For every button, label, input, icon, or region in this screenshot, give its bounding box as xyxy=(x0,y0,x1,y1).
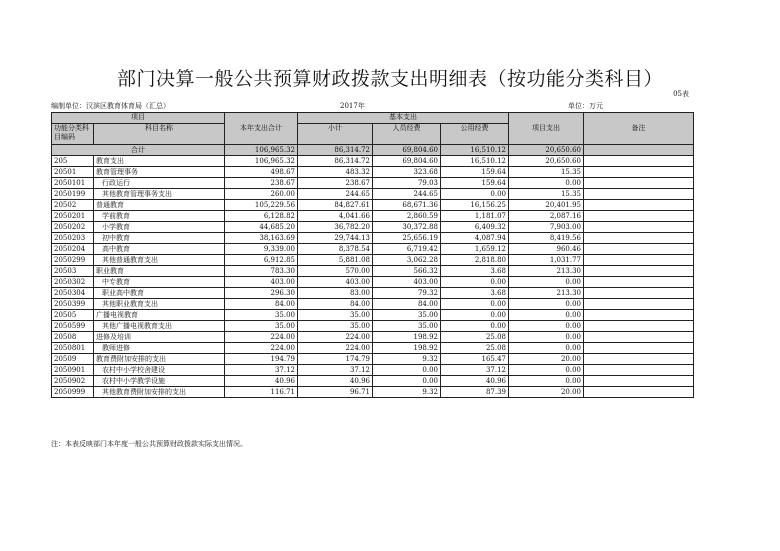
header-basic: 基本支出 xyxy=(298,113,509,124)
total-cell: 40.96 xyxy=(225,376,298,387)
project-cell: 0.00 xyxy=(509,321,584,332)
total-cell: 224.00 xyxy=(225,343,298,354)
remark-cell xyxy=(584,321,694,332)
public-cell: 2,818.80 xyxy=(441,255,509,266)
total-cell: 6,128.82 xyxy=(225,211,298,222)
public-cell: 16,510.12 xyxy=(441,156,509,167)
project-cell: 0.00 xyxy=(509,365,584,376)
code-cell: 20505 xyxy=(52,310,94,321)
table-row xyxy=(52,332,694,343)
total-cell: 238.67 xyxy=(225,178,298,189)
code-cell: 2050999 xyxy=(52,387,94,398)
header-func-code: 功能分类科目编码 xyxy=(52,124,94,145)
personnel-cell: 0.00 xyxy=(373,365,441,376)
total-cell: 44,685.20 xyxy=(225,222,298,233)
subtotal-cell: 35.00 xyxy=(298,310,373,321)
name-cell: 普通教育 xyxy=(94,200,225,211)
total-cell: 35.00 xyxy=(225,310,298,321)
table-row xyxy=(52,189,694,200)
compiling-unit: 编制单位：汉滨区教育体育局（汇总） xyxy=(51,102,170,110)
project-cell: 0.00 xyxy=(509,332,584,343)
subtotal-cell: 35.00 xyxy=(298,321,373,332)
header-personnel: 人员经费 xyxy=(373,124,441,145)
remark-cell xyxy=(584,277,694,288)
public-cell: 4,087.94 xyxy=(441,233,509,244)
public-cell: 0.00 xyxy=(441,299,509,310)
subtotal-cell: 403.00 xyxy=(298,277,373,288)
personnel-cell: 0.00 xyxy=(373,376,441,387)
personnel-cell: 79.03 xyxy=(373,178,441,189)
header-item: 项目 xyxy=(52,113,225,124)
subtotal-cell: 84,827.61 xyxy=(298,200,373,211)
total-cell: 35.00 xyxy=(225,321,298,332)
public-cell: 159.64 xyxy=(441,178,509,189)
subtotal-cell: 29,744.13 xyxy=(298,233,373,244)
expenditure-table xyxy=(51,112,694,398)
table-row xyxy=(52,233,694,244)
project-cell: 213.30 xyxy=(509,266,584,277)
public-cell: 87.39 xyxy=(441,387,509,398)
personnel-cell: 35.00 xyxy=(373,310,441,321)
code-cell: 20501 xyxy=(52,167,94,178)
table-row xyxy=(52,299,694,310)
public-cell: 37.12 xyxy=(441,365,509,376)
remark-cell xyxy=(584,354,694,365)
personnel-cell: 403.00 xyxy=(373,277,441,288)
personnel-cell: 3,062.28 xyxy=(373,255,441,266)
name-cell: 学前教育 xyxy=(94,211,225,222)
header-total: 本年支出合计 xyxy=(225,113,298,145)
name-cell: 其他广播电视教育支出 xyxy=(94,321,225,332)
total-cell: 105,229.56 xyxy=(225,200,298,211)
name-cell: 教育费附加安排的支出 xyxy=(94,354,225,365)
code-cell: 2050599 xyxy=(52,321,94,332)
project-cell: 0.00 xyxy=(509,178,584,189)
code-cell: 2050901 xyxy=(52,365,94,376)
personnel-cell: 9.32 xyxy=(373,387,441,398)
total-cell: 224.00 xyxy=(225,332,298,343)
header-subtotal: 小计 xyxy=(298,124,373,145)
remark-cell xyxy=(584,200,694,211)
personnel-cell: 323.68 xyxy=(373,167,441,178)
code-cell: 2050801 xyxy=(52,343,94,354)
public-cell: 0.00 xyxy=(441,189,509,200)
name-cell: 教育管理事务 xyxy=(94,167,225,178)
project-cell: 213.30 xyxy=(509,288,584,299)
code-cell: 20509 xyxy=(52,354,94,365)
table-row xyxy=(52,167,694,178)
remark-cell xyxy=(584,387,694,398)
project-cell: 20.00 xyxy=(509,387,584,398)
table-row xyxy=(52,156,694,167)
table-row xyxy=(52,343,694,354)
public-cell: 165.47 xyxy=(441,354,509,365)
code-cell: 2050201 xyxy=(52,211,94,222)
table-row xyxy=(52,266,694,277)
table-row xyxy=(52,365,694,376)
remark-cell xyxy=(584,178,694,189)
code-cell: 2050202 xyxy=(52,222,94,233)
remark-cell xyxy=(584,156,694,167)
table-row xyxy=(52,255,694,266)
name-cell: 广播电视教育 xyxy=(94,310,225,321)
subtotal-cell: 36,782.20 xyxy=(298,222,373,233)
project-cell: 20,401.95 xyxy=(509,200,584,211)
total-cell: 260.00 xyxy=(225,189,298,200)
subtotal-cell: 83.00 xyxy=(298,288,373,299)
code-cell: 2050304 xyxy=(52,288,94,299)
remark-cell xyxy=(584,233,694,244)
personnel-cell: 84.00 xyxy=(373,299,441,310)
header-public: 公用经费 xyxy=(441,124,509,145)
name-cell: 其他教育管理事务支出 xyxy=(94,189,225,200)
total-cell: 106,965.32 xyxy=(225,156,298,167)
table-row xyxy=(52,211,694,222)
remark-cell xyxy=(584,222,694,233)
public-cell: 6,409.32 xyxy=(441,222,509,233)
name-cell: 行政运行 xyxy=(94,178,225,189)
total-cell: 116.71 xyxy=(225,387,298,398)
name-cell: 职业高中教育 xyxy=(94,288,225,299)
remark-cell xyxy=(584,376,694,387)
table-row xyxy=(52,244,694,255)
name-cell: 农村中小学校舍建设 xyxy=(94,365,225,376)
project-cell: 0.00 xyxy=(509,277,584,288)
remark-cell xyxy=(584,310,694,321)
total-cell: 783.30 xyxy=(225,266,298,277)
header-project: 项目支出 xyxy=(509,113,584,145)
personnel-cell: 25,656.19 xyxy=(373,233,441,244)
name-cell: 其他职业教育支出 xyxy=(94,299,225,310)
remark-cell xyxy=(584,211,694,222)
table-row xyxy=(52,387,694,398)
subtotal-cell: 4,041.66 xyxy=(298,211,373,222)
personnel-cell: 69,804.60 xyxy=(373,145,441,156)
personnel-cell: 198.92 xyxy=(373,343,441,354)
project-cell: 20.00 xyxy=(509,354,584,365)
personnel-cell: 69,804.60 xyxy=(373,156,441,167)
remark-cell xyxy=(584,255,694,266)
public-cell: 16,510.12 xyxy=(441,145,509,156)
total-cell: 6,912.85 xyxy=(225,255,298,266)
table-row xyxy=(52,277,694,288)
public-cell: 25.08 xyxy=(441,332,509,343)
name-cell: 教师进修 xyxy=(94,343,225,354)
name-cell: 其他教育费附加安排的支出 xyxy=(94,387,225,398)
remark-cell xyxy=(584,167,694,178)
personnel-cell: 244.65 xyxy=(373,189,441,200)
project-cell: 0.00 xyxy=(509,299,584,310)
subtotal-cell: 238.67 xyxy=(298,178,373,189)
name-cell: 小学教育 xyxy=(94,222,225,233)
table-row xyxy=(52,321,694,332)
remark-cell xyxy=(584,299,694,310)
project-cell: 0.00 xyxy=(509,376,584,387)
table-row xyxy=(52,222,694,233)
public-cell: 3.68 xyxy=(441,288,509,299)
table-row xyxy=(52,310,694,321)
subtotal-cell: 96.71 xyxy=(298,387,373,398)
table-row xyxy=(52,178,694,189)
code-cell: 2050299 xyxy=(52,255,94,266)
report-title: 部门决算一般公共预算财政拨款支出明细表（按功能分类科目） xyxy=(116,68,663,90)
report-year: 2017年 xyxy=(340,102,365,110)
public-cell: 0.00 xyxy=(441,277,509,288)
project-cell: 1,031.77 xyxy=(509,255,584,266)
remark-cell xyxy=(584,343,694,354)
code-cell: 2050399 xyxy=(52,299,94,310)
table-row xyxy=(52,354,694,365)
name-cell: 中专教育 xyxy=(94,277,225,288)
public-cell: 40.96 xyxy=(441,376,509,387)
name-cell: 高中教育 xyxy=(94,244,225,255)
code-cell: 2050204 xyxy=(52,244,94,255)
subtotal-cell: 8,378.54 xyxy=(298,244,373,255)
project-cell: 0.00 xyxy=(509,343,584,354)
total-cell: 84.00 xyxy=(225,299,298,310)
public-cell: 0.00 xyxy=(441,310,509,321)
table-row xyxy=(52,376,694,387)
total-cell: 38,163.69 xyxy=(225,233,298,244)
remark-cell xyxy=(584,244,694,255)
total-cell: 498.67 xyxy=(225,167,298,178)
total-label: 合计 xyxy=(52,145,225,156)
header-subject-name: 科目名称 xyxy=(94,124,225,145)
public-cell: 159.64 xyxy=(441,167,509,178)
total-row xyxy=(52,145,694,156)
subtotal-cell: 40.96 xyxy=(298,376,373,387)
total-cell: 9,339.00 xyxy=(225,244,298,255)
total-cell: 296.30 xyxy=(225,288,298,299)
public-cell: 1,659.12 xyxy=(441,244,509,255)
table-code: 05表 xyxy=(673,90,689,98)
code-cell: 2050302 xyxy=(52,277,94,288)
personnel-cell: 9.32 xyxy=(373,354,441,365)
subtotal-cell: 483.32 xyxy=(298,167,373,178)
subtotal-cell: 84.00 xyxy=(298,299,373,310)
remark-cell xyxy=(584,145,694,156)
personnel-cell: 6,719.42 xyxy=(373,244,441,255)
name-cell: 农村中小学教学设施 xyxy=(94,376,225,387)
project-cell: 960.46 xyxy=(509,244,584,255)
name-cell: 初中教育 xyxy=(94,233,225,244)
table-row xyxy=(52,288,694,299)
subtotal-cell: 37.12 xyxy=(298,365,373,376)
remark-cell xyxy=(584,365,694,376)
project-cell: 7,903.00 xyxy=(509,222,584,233)
subtotal-cell: 224.00 xyxy=(298,332,373,343)
code-cell: 20508 xyxy=(52,332,94,343)
subtotal-cell: 5,881.08 xyxy=(298,255,373,266)
code-cell: 205 xyxy=(52,156,94,167)
subtotal-cell: 570.00 xyxy=(298,266,373,277)
personnel-cell: 566.32 xyxy=(373,266,441,277)
code-cell: 2050101 xyxy=(52,178,94,189)
subtotal-cell: 244.65 xyxy=(298,189,373,200)
subtotal-cell: 174.79 xyxy=(298,354,373,365)
personnel-cell: 79.32 xyxy=(373,288,441,299)
remark-cell xyxy=(584,189,694,200)
code-cell: 20503 xyxy=(52,266,94,277)
code-cell: 2050902 xyxy=(52,376,94,387)
total-cell: 403.00 xyxy=(225,277,298,288)
personnel-cell: 30,372.88 xyxy=(373,222,441,233)
project-cell: 20,650.60 xyxy=(509,145,584,156)
project-cell: 0.00 xyxy=(509,310,584,321)
project-cell: 20,650.60 xyxy=(509,156,584,167)
public-cell: 25.08 xyxy=(441,343,509,354)
name-cell: 其他普通教育支出 xyxy=(94,255,225,266)
subtotal-cell: 86,314.72 xyxy=(298,156,373,167)
personnel-cell: 2,860.59 xyxy=(373,211,441,222)
personnel-cell: 35.00 xyxy=(373,321,441,332)
remark-cell xyxy=(584,266,694,277)
project-cell: 15.35 xyxy=(509,167,584,178)
project-cell: 8,419.56 xyxy=(509,233,584,244)
project-cell: 15.35 xyxy=(509,189,584,200)
public-cell: 0.00 xyxy=(441,321,509,332)
project-cell: 2,087.16 xyxy=(509,211,584,222)
code-cell: 2050203 xyxy=(52,233,94,244)
header-remark: 备注 xyxy=(584,113,694,145)
subtotal-cell: 224.00 xyxy=(298,343,373,354)
table-row xyxy=(52,200,694,211)
total-cell: 106,965.32 xyxy=(225,145,298,156)
money-unit: 单位：万元 xyxy=(568,102,603,110)
name-cell: 职业教育 xyxy=(94,266,225,277)
name-cell: 进修及培训 xyxy=(94,332,225,343)
remark-cell xyxy=(584,288,694,299)
footnote: 注：本表反映部门本年度一般公共预算财政拨款实际支出情况。 xyxy=(51,440,247,448)
personnel-cell: 68,671.36 xyxy=(373,200,441,211)
public-cell: 16,156.25 xyxy=(441,200,509,211)
personnel-cell: 198.92 xyxy=(373,332,441,343)
name-cell: 教育支出 xyxy=(94,156,225,167)
public-cell: 1,181.07 xyxy=(441,211,509,222)
code-cell: 20502 xyxy=(52,200,94,211)
subtotal-cell: 86,314.72 xyxy=(298,145,373,156)
remark-cell xyxy=(584,332,694,343)
code-cell: 2050199 xyxy=(52,189,94,200)
total-cell: 37.12 xyxy=(225,365,298,376)
total-cell: 194.79 xyxy=(225,354,298,365)
public-cell: 3.68 xyxy=(441,266,509,277)
